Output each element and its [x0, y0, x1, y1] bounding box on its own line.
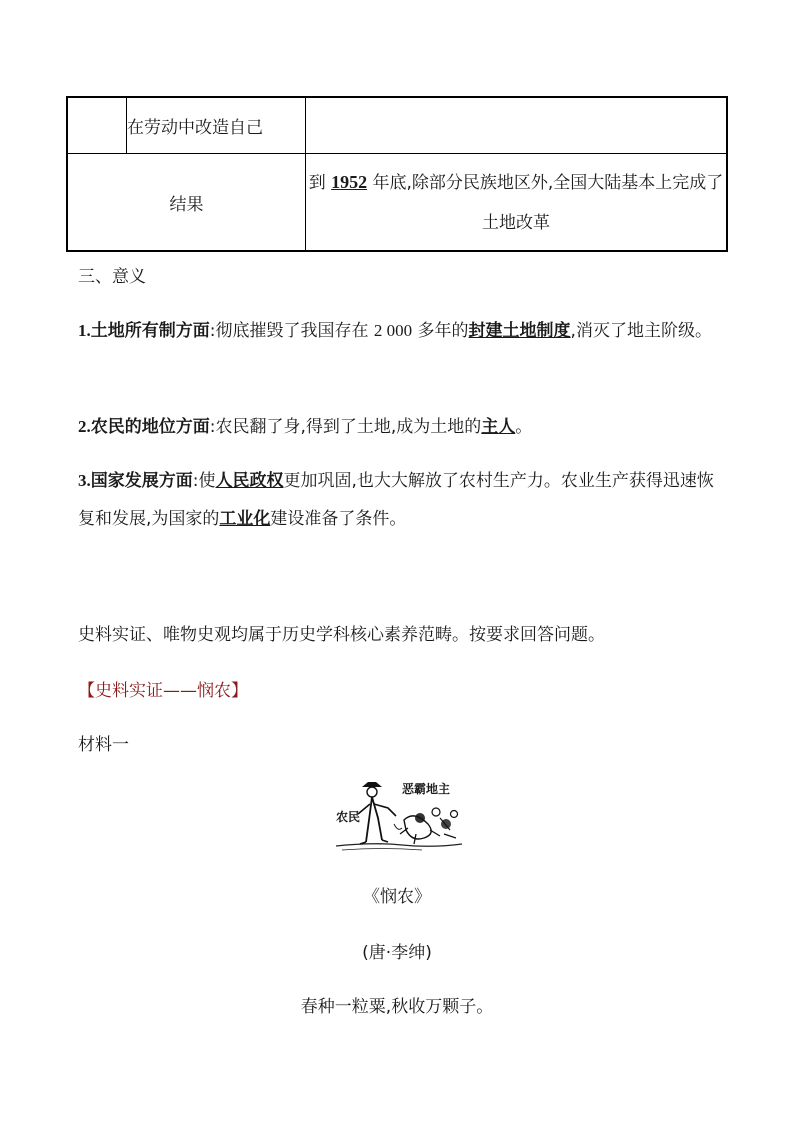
result-label: 结果	[67, 154, 306, 252]
result-content: 到 1952 年底,除部分民族地区外,全国大陆基本上完成了土地改革	[306, 154, 728, 252]
key-term: 工业化	[219, 509, 271, 529]
table-row	[67, 154, 727, 252]
table-cell-method: 在劳动中改造自己	[127, 97, 306, 154]
cartoon-illustration	[332, 772, 466, 854]
poem-author: (唐·李绅)	[362, 943, 432, 963]
cartoon-label-peasant: 农民	[336, 810, 361, 824]
significance-paragraph-1: 1.土地所有制方面:彻底摧毁了我国存在 2 000 多年的封建土地制度,消灭了地主阶级。	[78, 321, 712, 341]
significance-paragraph-2: 2.农民的地位方面:农民翻了身,得到了土地,成为土地的主人。	[78, 417, 533, 437]
table-cell-empty	[306, 97, 728, 154]
key-term: 主人	[481, 417, 516, 437]
key-term: 人民政权	[215, 471, 284, 491]
question-intro: 史料实证、唯物史观均属于历史学科核心素养范畴。按要求回答问题。	[78, 625, 605, 645]
material-label: 材料一	[78, 735, 129, 755]
cartoon-label-landlord: 恶霸地主	[402, 782, 451, 796]
table-cell-empty	[67, 97, 127, 154]
land-reform-table	[66, 96, 728, 252]
material-section-title: 【史料实证——悯农】	[78, 681, 248, 701]
poem-line: 春种一粒粟,秋收万颗子。	[300, 997, 494, 1017]
result-year: 1952	[331, 171, 368, 192]
key-term: 封建土地制度	[468, 321, 571, 341]
section-heading: 三、意义	[78, 267, 146, 287]
poem-title: 《悯农》	[363, 887, 431, 907]
table-row	[67, 97, 727, 154]
significance-paragraph-3: 3.国家发展方面:使人民政权更加巩固,也大大解放了农村生产力。农业生产获得迅速恢复和发展,为国家的工业化建设准备了条件。	[78, 471, 714, 529]
